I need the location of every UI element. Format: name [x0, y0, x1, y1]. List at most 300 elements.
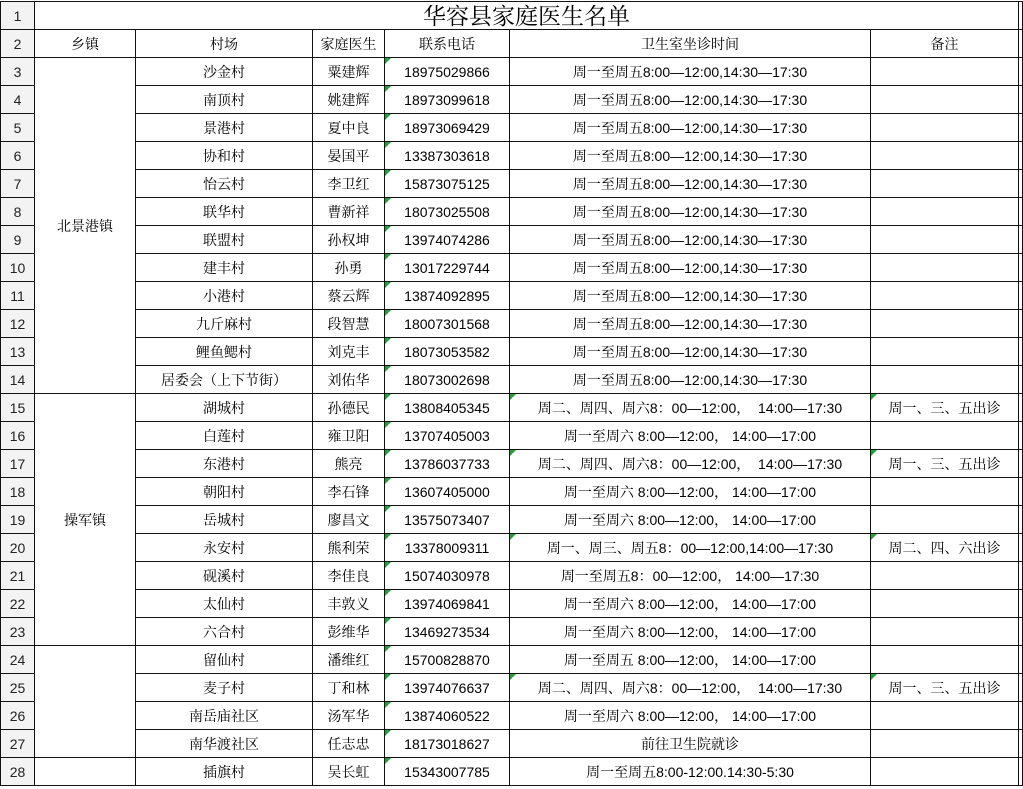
phone-text: 13974074286 [404, 231, 490, 248]
hours-cell[interactable] [510, 702, 871, 730]
village-text: 联华村 [203, 203, 245, 220]
doctor-text: 粟建辉 [327, 63, 370, 80]
text-format-indicator-icon [385, 674, 391, 680]
doctor-cell[interactable] [313, 674, 385, 702]
doctor-text: 潘维红 [327, 651, 370, 668]
doctor-cell[interactable] [313, 114, 385, 142]
doctor-text: 姚建辉 [327, 91, 370, 108]
phone-cell[interactable] [385, 450, 510, 478]
text-format-indicator-icon [510, 674, 516, 680]
row-number[interactable]: 7 [1, 170, 35, 198]
empty-cell[interactable] [1019, 2, 1023, 30]
empty-cell[interactable] [1019, 142, 1023, 170]
phone-text: 13974076637 [404, 679, 490, 696]
table-row [1, 478, 1023, 506]
doctor-text: 蔡云辉 [327, 287, 370, 304]
phone-cell[interactable] [385, 310, 510, 338]
village-text: 太仙村 [203, 595, 245, 612]
hours-cell[interactable] [510, 674, 871, 702]
village-text: 砚溪村 [203, 567, 245, 584]
empty-cell[interactable] [1019, 86, 1023, 114]
row-number[interactable]: 16 [1, 422, 35, 450]
note-cell[interactable] [871, 702, 1019, 730]
doctor-cell[interactable] [313, 310, 385, 338]
row-number[interactable]: 14 [1, 366, 35, 394]
village-cell[interactable] [136, 450, 313, 478]
doctor-text: 彭维华 [327, 623, 370, 640]
doctor-cell[interactable] [313, 170, 385, 198]
note-cell[interactable] [871, 114, 1019, 142]
hours-text: 周一至周五8:00—12:00,14:30—17:30 [572, 287, 808, 304]
village-text: 联盟村 [203, 231, 245, 248]
village-text: 湖城村 [203, 399, 245, 416]
hours-cell[interactable] [510, 142, 871, 170]
village-cell[interactable] [136, 170, 313, 198]
hours-cell[interactable] [510, 478, 871, 506]
empty-cell[interactable] [1019, 534, 1023, 562]
phone-cell[interactable] [385, 422, 510, 450]
phone-text: 13707405003 [404, 427, 490, 444]
doctor-text: 李石锋 [327, 483, 370, 500]
doctor-cell[interactable] [313, 282, 385, 310]
village-cell[interactable] [136, 142, 313, 170]
empty-cell[interactable] [1019, 562, 1023, 590]
header-town[interactable]: 乡镇 [35, 30, 136, 58]
note-cell[interactable] [871, 506, 1019, 534]
phone-cell[interactable] [385, 506, 510, 534]
doctor-text: 刘佑华 [327, 371, 370, 388]
town-cell[interactable]: 操军镇 [35, 394, 136, 646]
empty-cell[interactable] [1019, 702, 1023, 730]
note-text: 周一、三、五出诊 [888, 455, 1001, 472]
hours-cell[interactable] [510, 58, 871, 86]
note-cell[interactable] [871, 310, 1019, 338]
phone-cell[interactable] [385, 86, 510, 114]
village-cell[interactable] [136, 226, 313, 254]
hours-cell[interactable] [510, 450, 871, 478]
row-number[interactable]: 1 [1, 2, 35, 30]
doctor-cell[interactable] [313, 590, 385, 618]
hours-text: 周一至周五8:00—12:00,14:30—17:30 [572, 315, 808, 332]
empty-cell[interactable] [1019, 590, 1023, 618]
phone-cell[interactable] [385, 674, 510, 702]
doctor-cell[interactable] [313, 422, 385, 450]
note-cell[interactable] [871, 254, 1019, 282]
empty-cell[interactable] [1019, 506, 1023, 534]
empty-cell[interactable] [1019, 170, 1023, 198]
hours-text: 周一至周五8:00—12:00,14:30—17:30 [572, 175, 808, 192]
note-cell[interactable] [871, 142, 1019, 170]
row-number[interactable]: 5 [1, 114, 35, 142]
empty-cell[interactable] [1019, 674, 1023, 702]
hours-cell[interactable] [510, 282, 871, 310]
town-cell[interactable] [35, 758, 136, 786]
table-row [1, 534, 1023, 562]
village-cell[interactable] [136, 338, 313, 366]
text-format-indicator-icon [385, 478, 391, 484]
hours-cell[interactable] [510, 310, 871, 338]
note-cell[interactable] [871, 338, 1019, 366]
table-row [1, 310, 1023, 338]
row-number[interactable]: 28 [1, 758, 35, 786]
phone-cell[interactable] [385, 618, 510, 646]
row-number[interactable]: 13 [1, 338, 35, 366]
note-cell[interactable] [871, 730, 1019, 758]
note-cell[interactable] [871, 226, 1019, 254]
phone-text: 13874060522 [404, 707, 490, 724]
table-row [1, 730, 1023, 758]
note-text: 周二、四、六出诊 [888, 539, 1001, 556]
empty-cell[interactable] [1019, 30, 1023, 58]
doctor-cell[interactable] [313, 478, 385, 506]
text-format-indicator-icon [510, 450, 516, 456]
phone-text: 13575073407 [404, 511, 490, 528]
empty-cell[interactable] [1019, 646, 1023, 674]
phone-cell[interactable] [385, 226, 510, 254]
doctor-cell[interactable] [313, 366, 385, 394]
village-text: 怡云村 [203, 175, 245, 192]
empty-cell[interactable] [1019, 450, 1023, 478]
table-row [1, 394, 1023, 422]
phone-cell[interactable] [385, 730, 510, 758]
note-cell[interactable] [871, 394, 1019, 422]
doctor-cell[interactable] [313, 702, 385, 730]
empty-cell[interactable] [1019, 422, 1023, 450]
row-number[interactable]: 23 [1, 618, 35, 646]
row-number[interactable]: 24 [1, 646, 35, 674]
text-format-indicator-icon [385, 366, 391, 372]
note-cell[interactable] [871, 758, 1019, 786]
hours-text: 周一至周五8:00—12:00,14:30—17:30 [572, 371, 808, 388]
empty-cell[interactable] [1019, 338, 1023, 366]
text-format-indicator-icon [385, 254, 391, 260]
header-hours[interactable]: 卫生室坐诊时间 [510, 30, 871, 58]
row-number[interactable]: 11 [1, 282, 35, 310]
row-number[interactable]: 18 [1, 478, 35, 506]
empty-cell[interactable] [1019, 618, 1023, 646]
note-cell[interactable] [871, 478, 1019, 506]
empty-cell[interactable] [1019, 730, 1023, 758]
row-number[interactable]: 8 [1, 198, 35, 226]
text-format-indicator-icon [385, 226, 391, 232]
doctor-cell[interactable] [313, 646, 385, 674]
village-cell[interactable] [136, 114, 313, 142]
doctor-cell[interactable] [313, 198, 385, 226]
phone-cell[interactable] [385, 646, 510, 674]
text-format-indicator-icon [385, 534, 391, 540]
village-text: 九斤麻村 [196, 315, 252, 332]
empty-cell[interactable] [1019, 310, 1023, 338]
phone-cell[interactable] [385, 198, 510, 226]
note-cell[interactable] [871, 450, 1019, 478]
note-cell[interactable] [871, 618, 1019, 646]
phone-text: 18973099618 [404, 91, 490, 108]
row-number[interactable]: 10 [1, 254, 35, 282]
table-row [1, 506, 1023, 534]
hours-cell[interactable] [510, 198, 871, 226]
doctor-cell[interactable] [313, 450, 385, 478]
hours-cell[interactable] [510, 254, 871, 282]
text-format-indicator-icon [385, 58, 391, 64]
hours-cell[interactable] [510, 422, 871, 450]
phone-cell[interactable] [385, 142, 510, 170]
empty-cell[interactable] [1019, 394, 1023, 422]
village-cell[interactable] [136, 478, 313, 506]
table-row [1, 562, 1023, 590]
empty-cell[interactable] [1019, 254, 1023, 282]
village-cell[interactable] [136, 702, 313, 730]
doctor-text: 丰敦义 [327, 595, 370, 612]
doctor-cell[interactable] [313, 534, 385, 562]
phone-cell[interactable] [385, 758, 510, 786]
row-number[interactable]: 19 [1, 506, 35, 534]
phone-text: 15343007785 [404, 763, 490, 780]
text-format-indicator-icon [871, 450, 877, 456]
row-number[interactable]: 26 [1, 702, 35, 730]
hours-text: 周二、周四、周六8：00—12:00， 14:00—17:30 [537, 399, 843, 416]
hours-cell[interactable] [510, 730, 871, 758]
phone-cell[interactable] [385, 58, 510, 86]
row-number[interactable]: 20 [1, 534, 35, 562]
village-cell[interactable] [136, 674, 313, 702]
village-cell[interactable] [136, 58, 313, 86]
note-cell[interactable] [871, 534, 1019, 562]
village-cell[interactable] [136, 282, 313, 310]
note-cell[interactable] [871, 646, 1019, 674]
village-text: 岳城村 [203, 511, 245, 528]
hours-text: 周一至周五 8:00—12:00， 14:00—17:00 [563, 651, 817, 668]
village-cell[interactable] [136, 534, 313, 562]
empty-cell[interactable] [1019, 366, 1023, 394]
text-format-indicator-icon [871, 534, 877, 540]
village-text: 小港村 [203, 287, 245, 304]
hours-text: 前往卫生院就诊 [641, 735, 739, 752]
hours-text: 周一至周六 8:00—12:00， 14:00—17:00 [563, 511, 817, 528]
phone-cell[interactable] [385, 702, 510, 730]
hours-text: 周一至周五8:00—12:00,14:30—17:30 [572, 91, 808, 108]
header-phone[interactable]: 联系电话 [385, 30, 510, 58]
text-format-indicator-icon [385, 450, 391, 456]
doctor-cell[interactable] [313, 506, 385, 534]
doctor-cell[interactable] [313, 758, 385, 786]
hours-cell[interactable] [510, 646, 871, 674]
village-text: 永安村 [203, 539, 245, 556]
row-number[interactable]: 21 [1, 562, 35, 590]
village-text: 六合村 [203, 623, 245, 640]
row-number[interactable]: 6 [1, 142, 35, 170]
hours-text: 周一至周五8:00—12:00,14:30—17:30 [572, 203, 808, 220]
phone-text: 13786037733 [404, 455, 490, 472]
hours-text: 周一至周五8:00-12:00.14:30-5:30 [586, 763, 794, 780]
village-cell[interactable] [136, 758, 313, 786]
phone-text: 13607405000 [404, 483, 490, 500]
hours-cell[interactable] [510, 758, 871, 786]
empty-cell[interactable] [1019, 114, 1023, 142]
doctor-text: 段智慧 [327, 315, 370, 332]
hours-text: 周一至周五8:00—12:00,14:30—17:30 [572, 119, 808, 136]
doctor-cell[interactable] [313, 338, 385, 366]
village-cell[interactable] [136, 506, 313, 534]
title-row [1, 2, 1023, 30]
phone-text: 18975029866 [404, 63, 490, 80]
village-text: 建丰村 [203, 259, 245, 276]
village-cell[interactable] [136, 562, 313, 590]
row-number[interactable]: 3 [1, 58, 35, 86]
doctor-cell[interactable] [313, 730, 385, 758]
row-number[interactable]: 27 [1, 730, 35, 758]
village-cell[interactable] [136, 618, 313, 646]
hours-cell[interactable] [510, 394, 871, 422]
doctor-cell[interactable] [313, 254, 385, 282]
phone-cell[interactable] [385, 562, 510, 590]
note-cell[interactable] [871, 562, 1019, 590]
text-format-indicator-icon [385, 646, 391, 652]
doctor-cell[interactable] [313, 142, 385, 170]
hours-text: 周一至周五8:00—12:00,14:30—17:30 [572, 259, 808, 276]
doctor-text: 雍卫阳 [327, 427, 370, 444]
text-format-indicator-icon [385, 198, 391, 204]
note-cell[interactable] [871, 366, 1019, 394]
row-number[interactable]: 25 [1, 674, 35, 702]
phone-text: 18073053582 [404, 343, 490, 360]
text-format-indicator-icon [385, 618, 391, 624]
text-format-indicator-icon [385, 338, 391, 344]
hours-cell[interactable] [510, 114, 871, 142]
doctor-text: 任志忠 [327, 735, 370, 752]
hours-cell[interactable] [510, 226, 871, 254]
hours-cell[interactable] [510, 506, 871, 534]
village-cell[interactable] [136, 366, 313, 394]
note-text: 周一、三、五出诊 [888, 679, 1001, 696]
hours-cell[interactable] [510, 170, 871, 198]
phone-text: 13017229744 [404, 259, 490, 276]
phone-cell[interactable] [385, 366, 510, 394]
table-row [1, 366, 1023, 394]
phone-cell[interactable] [385, 394, 510, 422]
table-row [1, 198, 1023, 226]
table-row [1, 618, 1023, 646]
village-cell[interactable] [136, 590, 313, 618]
hours-cell[interactable] [510, 86, 871, 114]
phone-cell[interactable] [385, 590, 510, 618]
table-row [1, 254, 1023, 282]
phone-text: 18173018627 [404, 735, 490, 752]
text-format-indicator-icon [385, 310, 391, 316]
phone-cell[interactable] [385, 338, 510, 366]
row-number[interactable]: 15 [1, 394, 35, 422]
text-format-indicator-icon [385, 114, 391, 120]
village-text: 留仙村 [203, 651, 245, 668]
village-cell[interactable] [136, 422, 313, 450]
empty-cell[interactable] [1019, 282, 1023, 310]
text-format-indicator-icon [871, 394, 877, 400]
village-text: 协和村 [203, 147, 245, 164]
phone-cell[interactable] [385, 114, 510, 142]
doctor-text: 孙权坤 [327, 231, 370, 248]
hours-text: 周二、周四、周六8：00—12:00， 14:00—17:30 [537, 679, 843, 696]
note-cell[interactable] [871, 86, 1019, 114]
village-cell[interactable] [136, 254, 313, 282]
hours-cell[interactable] [510, 590, 871, 618]
header-village[interactable]: 村场 [136, 30, 313, 58]
doctor-cell[interactable] [313, 562, 385, 590]
table-row [1, 282, 1023, 310]
doctor-cell[interactable] [313, 618, 385, 646]
table-row [1, 674, 1023, 702]
note-cell[interactable] [871, 590, 1019, 618]
village-cell[interactable] [136, 394, 313, 422]
doctor-cell[interactable] [313, 394, 385, 422]
phone-cell[interactable] [385, 254, 510, 282]
empty-cell[interactable] [1019, 478, 1023, 506]
village-text: 鲤鱼鳃村 [196, 343, 252, 360]
empty-cell[interactable] [1019, 58, 1023, 86]
empty-cell[interactable] [1019, 198, 1023, 226]
phone-text: 13469273534 [404, 623, 490, 640]
doctor-cell[interactable] [313, 86, 385, 114]
village-cell[interactable] [136, 646, 313, 674]
row-number[interactable]: 9 [1, 226, 35, 254]
village-cell[interactable] [136, 86, 313, 114]
row-number[interactable]: 2 [1, 30, 35, 58]
row-number[interactable]: 17 [1, 450, 35, 478]
phone-cell[interactable] [385, 478, 510, 506]
empty-cell[interactable] [1019, 226, 1023, 254]
phone-cell[interactable] [385, 170, 510, 198]
doctor-cell[interactable] [313, 58, 385, 86]
hours-text: 周一至周五8:00—12:00,14:30—17:30 [572, 343, 808, 360]
town-cell[interactable] [35, 646, 136, 758]
doctor-cell[interactable] [313, 226, 385, 254]
note-cell[interactable] [871, 58, 1019, 86]
village-text: 南顶村 [203, 91, 245, 108]
header-doctor[interactable]: 家庭医生 [313, 30, 385, 58]
doctor-text: 丁和林 [327, 679, 370, 696]
village-cell[interactable] [136, 730, 313, 758]
hours-cell[interactable] [510, 618, 871, 646]
table-row [1, 86, 1023, 114]
text-format-indicator-icon [510, 534, 516, 540]
header-note[interactable]: 备注 [871, 30, 1019, 58]
note-cell[interactable] [871, 198, 1019, 226]
village-cell[interactable] [136, 198, 313, 226]
row-number[interactable]: 12 [1, 310, 35, 338]
note-cell[interactable] [871, 170, 1019, 198]
hours-cell[interactable] [510, 534, 871, 562]
doctor-text: 刘克丰 [327, 343, 370, 360]
note-cell[interactable] [871, 422, 1019, 450]
empty-cell[interactable] [1019, 758, 1023, 786]
sheet-title[interactable]: 华容县家庭医生名单 [35, 2, 1019, 30]
row-number[interactable]: 4 [1, 86, 35, 114]
hours-cell[interactable] [510, 366, 871, 394]
village-text: 麦子村 [203, 679, 245, 696]
hours-cell[interactable] [510, 338, 871, 366]
row-number[interactable]: 22 [1, 590, 35, 618]
village-cell[interactable] [136, 310, 313, 338]
text-format-indicator-icon [385, 758, 391, 764]
text-format-indicator-icon [385, 506, 391, 512]
phone-text: 13808405345 [404, 399, 490, 416]
doctor-text: 曹新祥 [327, 203, 370, 220]
hours-cell[interactable] [510, 562, 871, 590]
hours-text: 周一至周六 8:00—12:00， 14:00—17:00 [563, 595, 817, 612]
note-cell[interactable] [871, 282, 1019, 310]
phone-cell[interactable] [385, 534, 510, 562]
phone-cell[interactable] [385, 282, 510, 310]
note-cell[interactable] [871, 674, 1019, 702]
town-cell[interactable]: 北景港镇 [35, 58, 136, 394]
